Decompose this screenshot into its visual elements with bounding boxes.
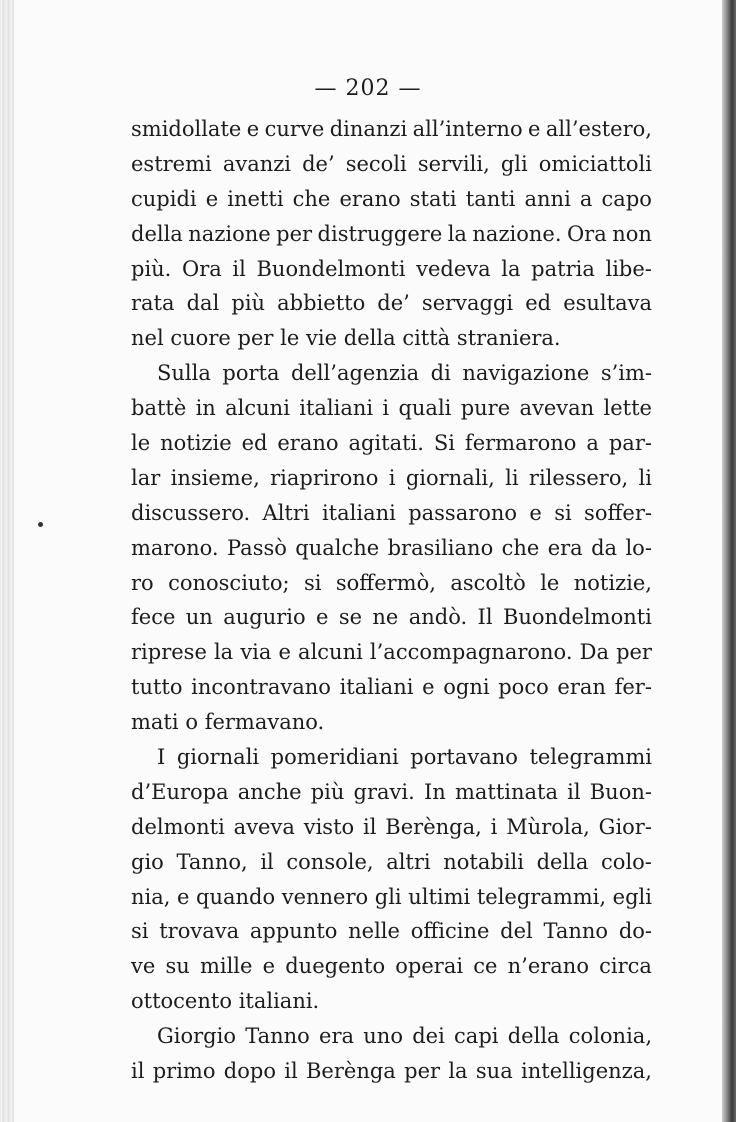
- text-line: mati o fermavano.: [131, 710, 325, 735]
- text-line: marono. Passò qualche brasiliano che era da lo-: [131, 535, 652, 560]
- text-line: estremi avanzi de’ secoli servili, gli omiciattoli: [131, 151, 652, 176]
- text-line: le notizie ed erano agitati. Si fermarono a par-: [131, 431, 652, 456]
- scan-speck: [38, 522, 43, 527]
- text-line: lar insieme, riaprirono i giornali, li rilessero, li: [131, 465, 652, 490]
- text-line: tutto incontravano italiani e ogni poco eran fer-: [131, 675, 652, 700]
- text-line: Sulla porta dell’agenzia di navigazione s’im-: [157, 361, 652, 386]
- scan-gutter: [0, 0, 14, 1122]
- scan-edge: [722, 0, 736, 1122]
- text-line: nel cuore per le vie della città straniera.: [131, 326, 561, 351]
- text-line: I giornali pomeridiani portavano telegrammi: [157, 745, 652, 770]
- text-line: discussero. Altri italiani passarono e si soffer-: [131, 500, 652, 525]
- text-line: Giorgio Tanno era uno dei capi della colonia,: [157, 1024, 652, 1049]
- text-line: ro conosciuto; si soffermò, ascoltò le notizie,: [131, 570, 652, 595]
- text-line: riprese la via e alcuni l’accompagnarono. Da per: [131, 640, 652, 665]
- text-line: il primo dopo il Berènga per la sua intelligenza,: [131, 1059, 652, 1084]
- text-line: nia, e quando vennero gli ultimi telegrammi, egli: [131, 884, 652, 909]
- text-line: più. Ora il Buondelmonti vedeva la patria libe-: [131, 256, 652, 281]
- text-line: gio Tanno, il console, altri notabili della colo-: [131, 849, 652, 874]
- text-line: d’Europa anche più gravi. In mattinata il Buon-: [131, 779, 652, 804]
- text-line: si trovava appunto nelle officine del Tanno do-: [131, 919, 652, 944]
- body-text: [131, 112, 652, 1089]
- page-number: — 202 —: [314, 76, 422, 101]
- text-line: della nazione per distruggere la nazione. Ora non: [131, 221, 652, 246]
- text-line: cupidi e inetti che erano stati tanti anni a capo: [131, 186, 652, 211]
- text-line: fece un augurio e se ne andò. Il Buondelmonti: [131, 605, 652, 630]
- text-line: ve su mille e duegento operai ce n’erano circa: [131, 954, 652, 979]
- text-line: delmonti aveva visto il Berènga, i Mùrola, Gior-: [131, 814, 652, 839]
- text-line: battè in alcuni italiani i quali pure avevan lette: [131, 396, 652, 421]
- text-line: smidollate e curve dinanzi all’interno e all’estero,: [131, 117, 652, 141]
- text-line: ottocento italiani.: [131, 989, 320, 1014]
- text-line: rata dal più abbietto de’ servaggi ed esultava: [131, 291, 652, 316]
